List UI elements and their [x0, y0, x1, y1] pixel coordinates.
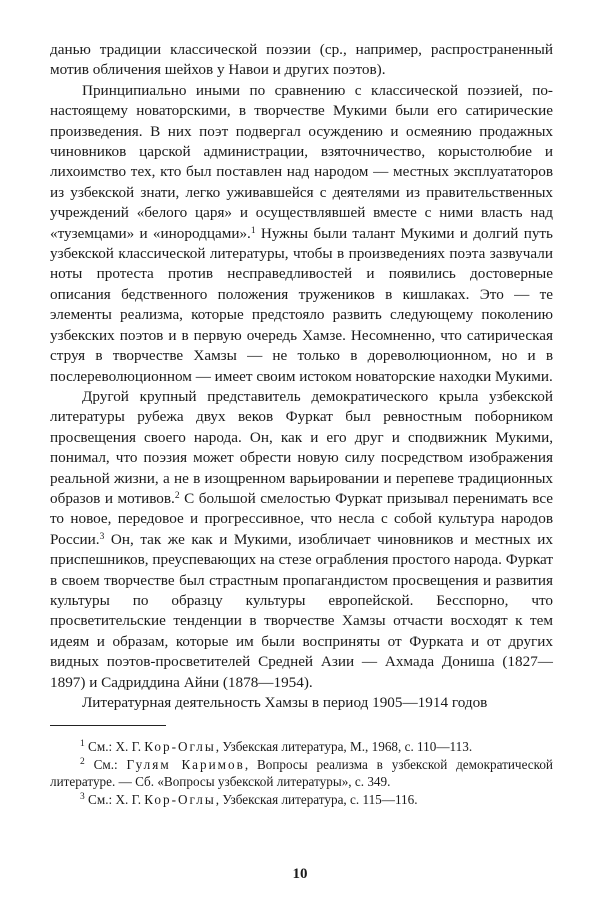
footnote-text: См.: Х. Г. — [84, 739, 145, 755]
footnote-text: , Узбекская литература, М., 1968, с. 110—113. — [215, 739, 473, 755]
footnote-separator — [50, 725, 166, 726]
paragraph-text: Принципиально иными по сравнению с классической поэзией, по-настоящему новаторскими, в творчестве Мукими были его сатирические произведения. В них поэт подвергал осуждению и осмеянию продажных чиновников царской администрации, взяточничество, корыстолюбие и лихоимство тех, кто был поставлен над народом — местных эксплуататоров из узбекской знати, легко уживавшейся с деятелями из правительственных учреждений «белого царя» и осуществлявшей вместе с ними власть над «туземцами» и «инородцами». — [50, 81, 553, 242]
page-number: 10 — [292, 866, 308, 882]
paragraph-text: Литературная деятельность Хамзы в период 1905—1914 годов — [82, 694, 488, 711]
footnote — [50, 756, 553, 790]
paragraph — [50, 81, 553, 387]
paragraph-text: данью традиции классической поэзии (ср., например, распространенный мотив обличения шейхов у Навои и других поэтов). — [50, 41, 553, 79]
footnote-text: , Узбекская литература, с. 115—116. — [215, 792, 418, 808]
footnote-number: 3 — [80, 792, 85, 803]
footnote-author: Кор-Оглы — [144, 739, 216, 755]
main-text — [50, 40, 553, 713]
footnote-text: См.: — [84, 757, 127, 773]
footnote-marker: 3 — [99, 531, 105, 542]
footnote-text: См.: Х. Г. — [84, 792, 145, 808]
footnotes-block — [50, 738, 553, 808]
paragraph — [50, 40, 553, 81]
paragraph-text: Он, так же как и Мукими, изобличает чиновников и местных их приспешников, преуспевающих на стезе ограбления простого народа. Фуркат в своем творчестве был страстным пропагандистом просвещения и развития культуры по образцу культуры европейской. Бесспорно, что просветительские тенденции в творчестве Хамзы отчасти восходят к тем идеям и образам, которые им были восприняты от Фурката и от других видных поэтов-просветителей Средней Азии — Ахмада Дониша (1827—1897) и Садриддина Айни (1878—1954). — [50, 530, 554, 691]
paragraph-text: Нужны были талант Мукими и долгий путь узбекской классической литературы, чтобы в произведениях поэта зазвучали ноты протеста против несправедливостей и появились достоверные описания бедственного положения тружеников в кишлаках. Это — те элементы реализма, которые предстояло развить следующему поколению узбекских поэтов и в первую очередь Хамзе. Несомненно, что сатирическая струя в творчестве Хамзы — не только в дореволюционном, но и в послереволюционном — имеет своим истоком новаторские находки Мукими. — [50, 224, 553, 385]
footnote-number: 1 — [80, 739, 85, 750]
footnote-author: Кор-Оглы — [144, 792, 216, 808]
footnote — [50, 738, 553, 755]
footnote-number: 2 — [80, 757, 85, 768]
footnote-text: , Вопросы реализма в узбекской демократической литературе. — Сб. «Вопросы узбекской литературы», с. 349. — [50, 757, 553, 790]
paragraph — [50, 693, 553, 713]
paragraph-text: С большой смелостью Фуркат призывал перенимать все то новое, передовое и прогрессивное, что несла с собой культура народов России. — [50, 489, 553, 548]
footnote-marker: 1 — [250, 225, 256, 236]
footnote — [50, 791, 553, 808]
paragraph-text: Другой крупный представитель демократического крыла узбекской литературы рубежа двух веков Фуркат был ревностным поборником просвещения своего народа. Он, как и его друг и сподвижник Мукими, понимал, что поэзия может обрести новую силу посредством изображения реальной жизни, а не в изощренном варьировании и перепеве традиционных образов и мотивов. — [50, 387, 553, 507]
page-body — [50, 40, 553, 809]
footnote-author: Гулям Каримов — [126, 757, 245, 773]
paragraph — [50, 387, 553, 693]
footnote-marker: 2 — [174, 490, 180, 501]
